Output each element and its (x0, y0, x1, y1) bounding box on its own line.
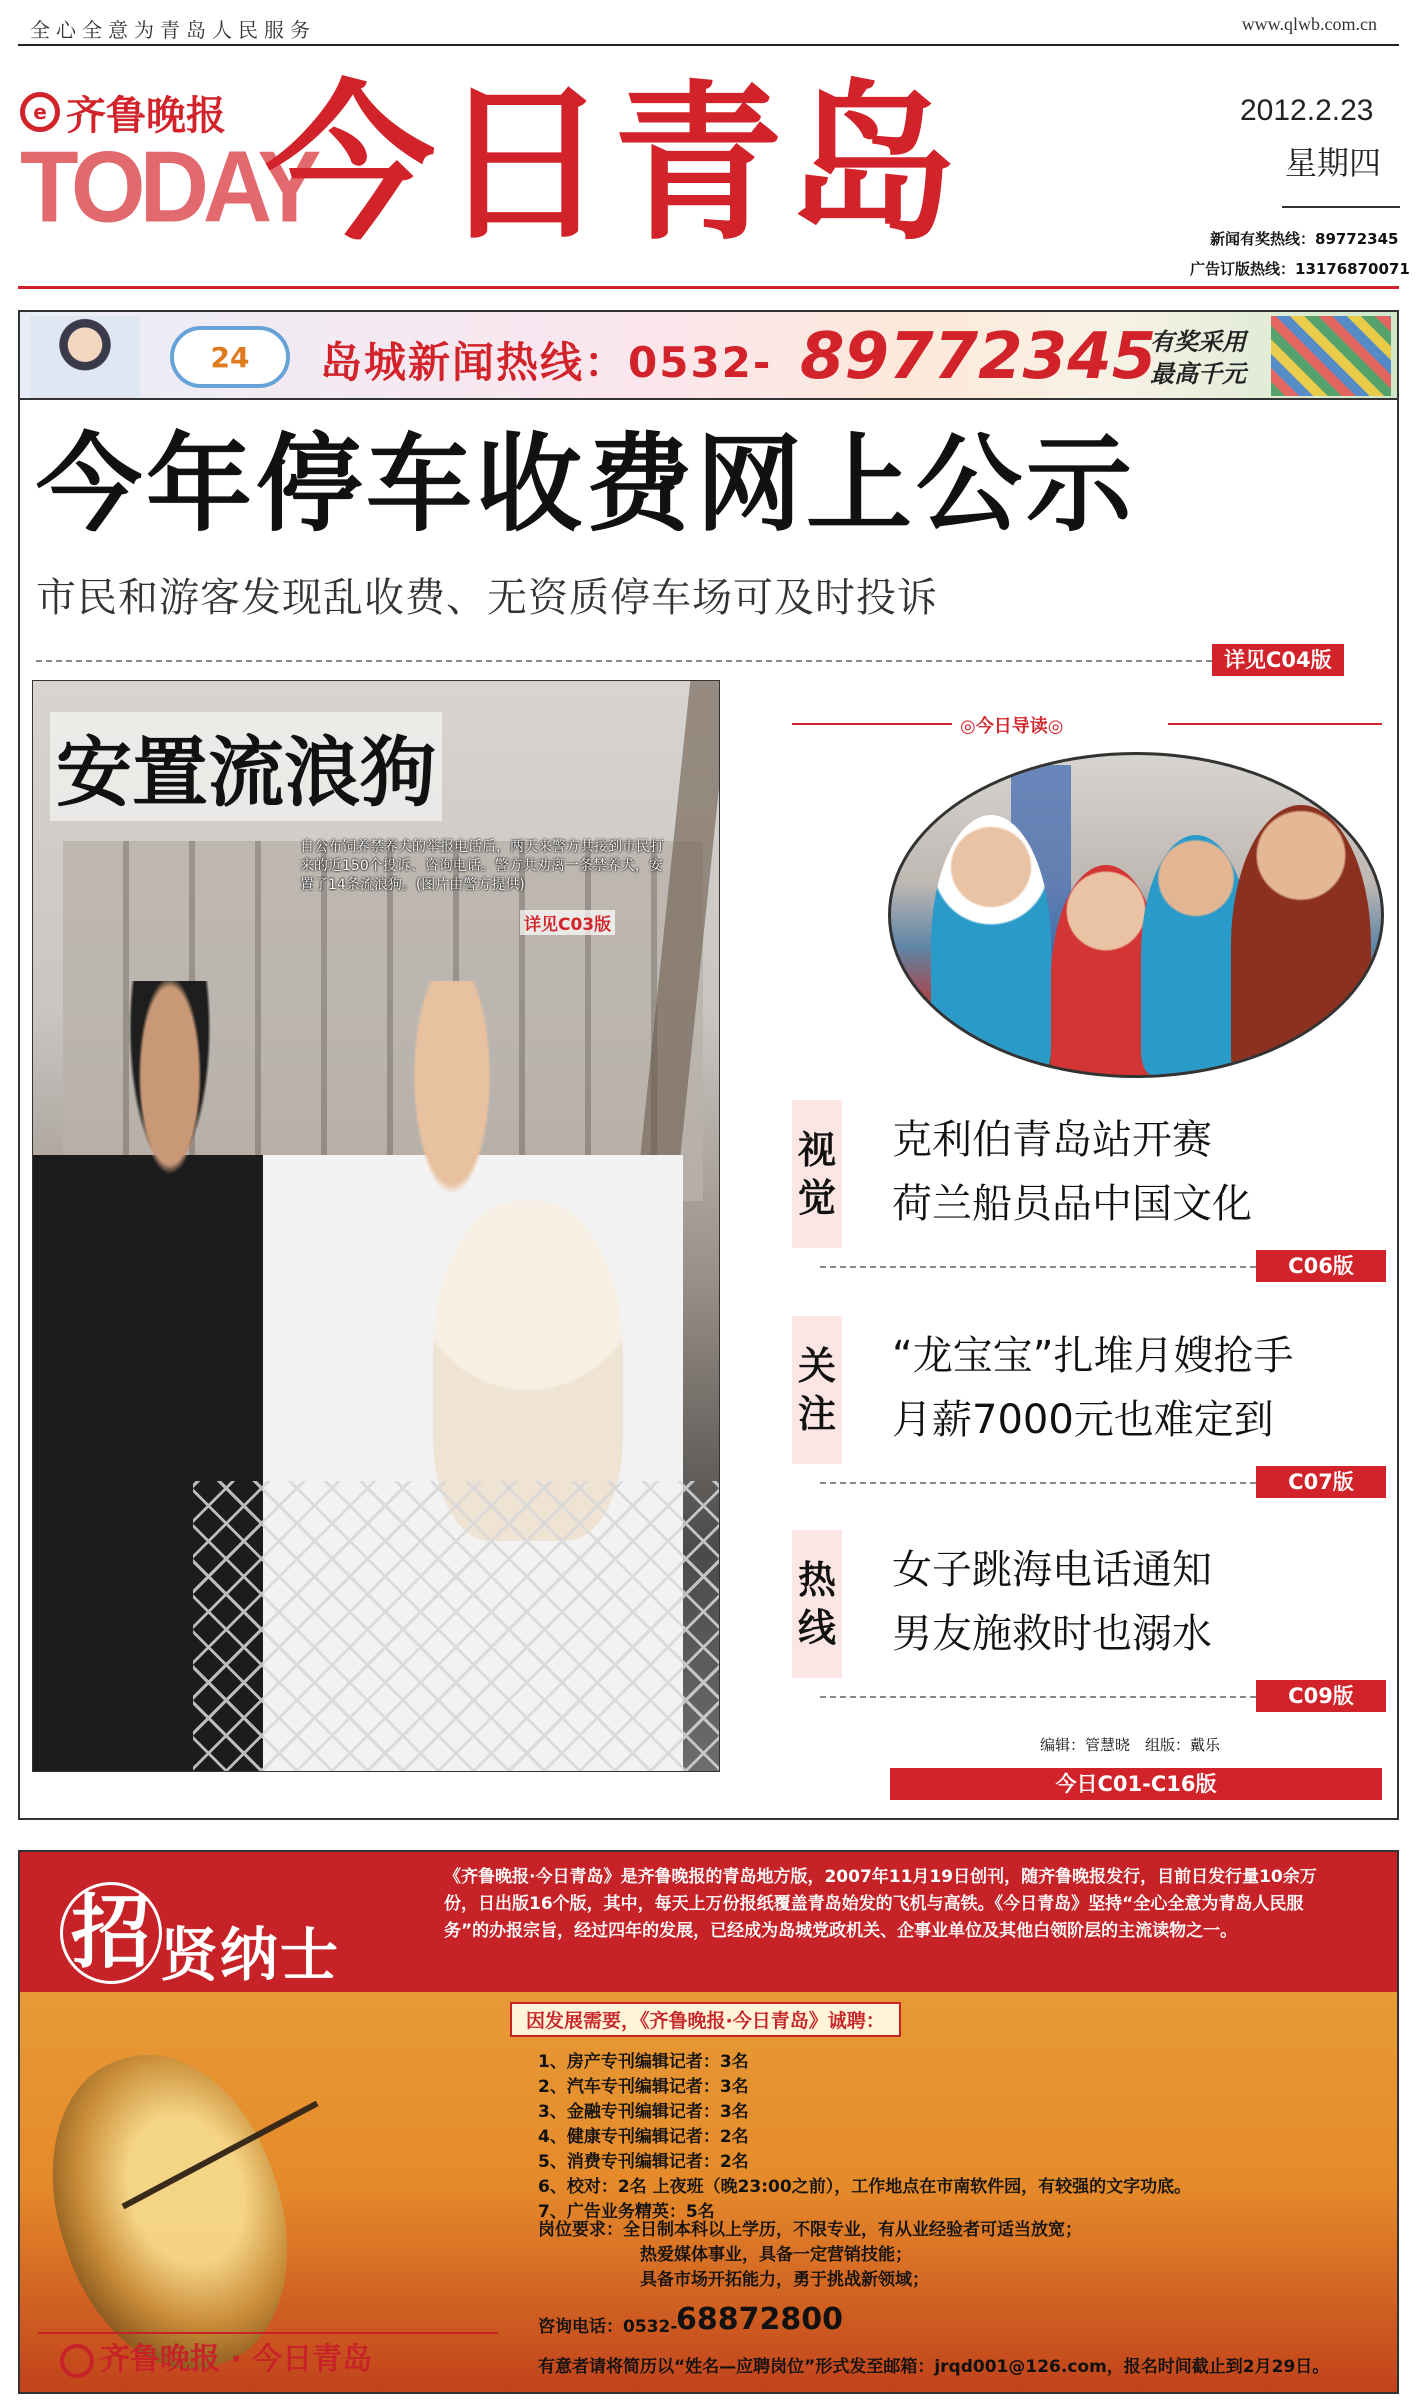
section-hotline[interactable] (792, 1530, 1382, 1680)
guide-line-right (1168, 723, 1382, 725)
recruit-title: 贤纳士 (160, 1921, 341, 1989)
banner-number: 89772345 (800, 320, 1157, 394)
issue-date: 2012.2.23 (1240, 94, 1374, 127)
footer-brand-text: 齐鲁晚报 · 今日青岛 (100, 2342, 373, 2377)
section-ref[interactable]: C09版 (1256, 1680, 1386, 1712)
contact-label (538, 2312, 677, 2337)
position-item: 1、房产专刊编辑记者：3名 (538, 2052, 749, 2072)
recruitment-ad[interactable] (18, 1850, 1399, 2394)
label-char: 觉 (797, 1176, 836, 1220)
lead-divider (36, 660, 1212, 662)
banner-label: 岛城新闻热线：0532- (320, 338, 773, 387)
section-line-1: 女子跳海电话通知 (892, 1547, 1212, 1593)
recruit-intro: 《齐鲁晚报·今日青岛》是齐鲁晚报的青岛地方版，2007年11月19日创刊，随齐鲁晚报发行，目前日发行量10余万份，日出版16个版，其中，每天上万份报纸覆盖青岛始发的飞机与高铁。《今日青岛》坚持“全心全意为青岛人民服务”的办报宗旨，经过四年的发展，已经成为岛城党政机关、企事业单位及其他白领阶层的主流读物之一。 (444, 1867, 1317, 1941)
recruit-big-char: 招 (60, 1882, 162, 1984)
recruit-header: 因发展需要，《齐鲁晚报·今日青岛》诚聘： (510, 2002, 901, 2037)
section-focus[interactable] (792, 1316, 1382, 1466)
guide-label: ◎今日导读◎ (960, 716, 1064, 737)
label-char: 关 (797, 1344, 836, 1388)
requirement-item: 具备市场开拓能力，勇于挑战新领域； (640, 2270, 929, 2290)
section-ref[interactable]: C07版 (1256, 1466, 1386, 1498)
photo-chef (1231, 805, 1371, 1078)
section-divider (820, 1482, 1256, 1484)
photo-ref[interactable]: 详见C03版 (520, 910, 615, 935)
position-item: 2、汽车专刊编辑记者：3名 (538, 2077, 749, 2097)
section-ref[interactable]: C06版 (1256, 1250, 1386, 1282)
label-char: 热 (797, 1558, 836, 1602)
news-hotline: 新闻有奖热线：89772345 (1210, 230, 1399, 248)
site-url[interactable]: www.qlwb.com.cn (1241, 14, 1377, 34)
section-line-2: 荷兰船员品中国文化 (892, 1181, 1252, 1227)
clock-24h-icon: 24 (170, 326, 290, 388)
page-range[interactable]: 今日C01-C16版 (890, 1768, 1382, 1800)
position-item: 3、金融专刊编辑记者：3名 (538, 2102, 749, 2122)
prize-line-2: 最高千元 (1150, 360, 1246, 388)
issue-weekday: 星期四 (1285, 144, 1382, 182)
brand-logo (20, 88, 260, 139)
requirements (538, 2218, 1082, 2293)
section-line-2: 男友施救时也溺水 (892, 1611, 1212, 1657)
photo-title: 安置流浪狗 (50, 712, 442, 821)
brand-circle-icon (60, 2344, 94, 2378)
footer-brand (60, 2334, 372, 2378)
slogan: 全心全意为青岛人民服务 (30, 18, 316, 42)
phone-prefix: 0532- (623, 2317, 678, 2337)
label-char: 视 (797, 1128, 836, 1172)
position-item: 7、广告业务精英：5名 (538, 2202, 715, 2222)
masthead-rule (18, 286, 1399, 289)
position-item: 6、校对：2名 上夜班（晚23:00之前），工作地点在市南软件园，有较强的文字功底。 (538, 2177, 1192, 2197)
brand-circle-icon: e (20, 92, 60, 132)
photo-sailor (931, 815, 1051, 1075)
section-label (792, 1100, 842, 1248)
mosaic-decoration (1271, 316, 1391, 396)
position-item: 5、消费专刊编辑记者：2名 (538, 2152, 749, 2172)
lead-ref[interactable]: 详见C04版 (1212, 644, 1344, 676)
brand-name: 齐鲁晚报 (66, 91, 226, 139)
banner-prize (1150, 326, 1246, 390)
section-label (792, 1530, 842, 1678)
requirement-item: 热爱媒体事业，具备一定营销技能； (640, 2245, 912, 2265)
contact-phone[interactable]: 68872800 (676, 2302, 843, 2337)
meta-rule (1282, 206, 1400, 208)
prize-line-1: 有奖采用 (1150, 328, 1246, 356)
label-char: 线 (797, 1606, 836, 1650)
section-divider (820, 1696, 1256, 1698)
lead-headline[interactable]: 今年停车收费网上公示 (36, 423, 1136, 546)
section-visual[interactable] (792, 1100, 1382, 1250)
photo-cage (193, 1481, 719, 1771)
guide-line-left (792, 723, 952, 725)
section-line-1: “龙宝宝”扎堆月嫂抢手 (892, 1333, 1294, 1379)
section-line-1: 克利伯青岛站开赛 (892, 1117, 1212, 1163)
requirement-item: 岗位要求：全日制本科以上学历，不限专业，有从业经验者可适当放宽； (538, 2220, 1082, 2240)
hotline-banner[interactable] (18, 310, 1399, 400)
photo-caption: 自公布饲养禁养犬的举报电话后，两天来警方共接到市民打来的近150个投诉、咨询电话。警方共劝离一条禁养犬，安置了14条流浪狗。(图片由警方提供) (300, 839, 664, 893)
clipper-race-photo (888, 752, 1384, 1078)
page-credit: 编辑：管慧晓 组版：戴乐 (1040, 1736, 1221, 1754)
top-rule (18, 44, 1399, 46)
section-divider (820, 1266, 1256, 1268)
today-wordmark: TODAY (20, 131, 316, 244)
lead-subhead: 市民和游客发现乱收费、无资质停车场可及时投诉 (36, 575, 938, 621)
operator-image (30, 316, 140, 398)
masthead-title: 今日青岛 (265, 66, 962, 264)
section-label (792, 1316, 842, 1464)
position-list (538, 2050, 1191, 2225)
email-line[interactable]: 有意者请将简历以“姓名—应聘岗位”形式发至邮箱：jrqd001@126.com，报名时间截止到2月29日。 (538, 2357, 1330, 2377)
label-char: 注 (797, 1392, 836, 1436)
ad-hotline: 广告订版热线：13176870071 (1190, 260, 1410, 278)
contact-label-text: 咨询电话： (538, 2317, 623, 2337)
position-item: 4、健康专刊编辑记者：2名 (538, 2127, 749, 2147)
section-line-2: 月薪7000元也难定到 (892, 1397, 1274, 1443)
